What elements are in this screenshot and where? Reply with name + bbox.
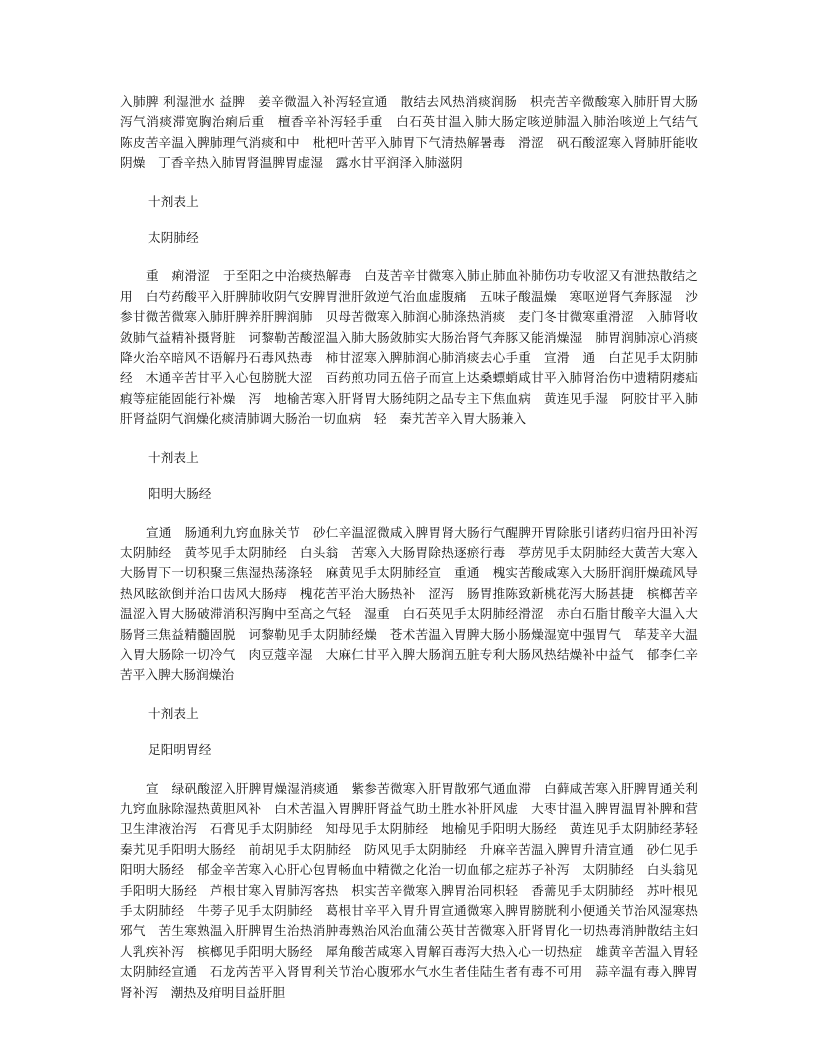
paragraph-intro: 入肺脾 利湿泄水 益脾 姜辛微温入补泻轻宣通 散结去风热消痰润肠 枳壳苦辛微酸寒入肺肝胃大肠泻气消痰滞宽胸治痢后重 檀香辛补泻轻手重 白石英甘温入肺大肠定咳逆肺温入肺治咳逆上气结气 陈皮苦辛温入脾肺理气消痰和中 枇杷叶苦平入肺胃下气清热解暑毒 滑涩 矾石酸涩寒入肾肺肝能收阴燥 丁香辛热入肺胃肾温脾胃虚湿 露水甘平润泽入肺滋阴: [120, 94, 711, 171]
section-title: 十剂表上: [148, 449, 199, 465]
section-subtitle-yangming-large-intestine: 阳明大肠经: [148, 486, 212, 502]
paragraph-yangming-large-intestine: 宣通 肠通利九窍血脉关节 砂仁辛温涩微咸入脾胃肾大肠行气醒脾开胃除胀引诸药归宿丹田补泻 太阴肺经 黄芩见手太阴肺经 白头翁 苦寒入大肠胃除热逐瘀行毒 葶苈见手太阴肺经大黄苦大寒入大肠胃下一切积聚三焦湿热荡涤轻 麻黄见手太阴肺经宣 重通 槐实苦酸咸寒入大肠肝润肝燥疏风导热风眩欲倒并治口齿风大肠痔 槐花苦平治大肠热补 涩泻 肠胃推陈致新桃花泻大肠甚捷 槟榔苦辛温涩入胃大肠破滞消积泻胸中至高之气轻 湿重 白石英见手太阴肺经滑涩 赤白石脂甘酸辛大温入大肠肾三焦益精髓固脱 诃黎勒见手太阴肺经燥 苍术苦温入胃脾大肠小肠燥湿宽中强胃气 荜茇辛大温入胃大肠除一切冷气 肉豆蔻辛湿 大麻仁甘平入脾大肠润五脏专利大肠风热结燥补中益气 郁李仁辛苦平入脾大肠润燥治: [120, 524, 711, 683]
paragraph-yangming-stomach: 宣 绿矾酸涩入肝脾胃燥湿消痰通 紫参苦微寒入肝胃散邪气通血滞 白藓咸苦寒入肝脾胃通关利九窍血脉除湿热黄胆风补 白术苦温入胃脾肝肾益气助土胜水补肝风虚 大枣甘温入脾胃温胃补脾和营卫生津液治泻 石膏见手太阴肺经 知母见手太阴肺经 地榆见手阳明大肠经 黄连见手太阴肺经茅轻 秦艽见手阳明大肠经 前胡见手太阴肺经 防风见手太阴肺经 升麻辛苦温入脾胃升清宣通 砂仁见手阳明大肠经 郁金辛苦寒入心肝心包胃畅血中精微之化治一切血郁之症苏子补泻 太阴肺经 白头翁见手阳明大肠经 芦根甘寒入胃肺泻客热 枳实苦辛微寒入脾胃治同枳轻 香薷见手太阴肺经 苏叶根见手太阴肺经 牛蒡子见手太阴肺经 葛根甘辛平入胃升胃宣通微寒入脾胃膀胱利小便通关节治风湿寒热邪气 苦生寒熟温入肝脾胃生治热消肿毒熟治风治血蒲公英甘苦微寒入肝肾胃化一切热毒消肿散结主妇人乳疾补泻 槟榔见手阳明大肠经 犀角酸苦咸寒入胃解百毒泻大热入心一切热症 雄黄辛苦温入胃轻 太阴肺经宣通 石龙芮苦平入肾胃利关节治心腹邪水气水生者佳陆生者有毒不可用 蒜辛温有毒入脾胃肾补泻 潮热及疳明目益肝胆: [120, 780, 711, 1000]
paragraph-taiyin-lung: 重 痢滑涩 于至阳之中治痰热解毒 白芨苦辛甘微寒入肺止肺血补肺伤功专收涩又有泄热散结之用 白芍药酸平入肝脾肺收阴气安脾胃泄肝敛逆气治血虚腹痛 五味子酸温燥 寒呕逆肾气奔豚湿 沙参甘微苦微寒入肺肝脾养肝脾润肺 贝母苦微寒入肺润心肺涤热消痰 麦门冬甘微寒重滑涩 入肺肾收敛肺气益精补摄肾脏 诃黎勒苦酸涩温入肺大肠敛肺实大肠治肾气奔豚又能消燥湿 肺胃润肺凉心消痰降火治卒暗风不语解丹石毒风热毒 柿甘涩寒入脾肺润心肺消痰去心手重 宣滑 通 白芷见手太阴肺经 木通辛苦甘平入心包膀胱大涩 百药煎功同五倍子而宣上达桑螵蛸咸甘平入肺肾治伤中遗精阴痿疝瘕等症能固能行补燥 泻 地榆苦寒入肝肾胃大肠纯阴之品专主下焦血病 黄连见手湿 阿胶甘平入肺肝肾益阴气润燥化痰清肺调大肠治一切血病 轻 秦艽苦辛入胃大肠兼入: [120, 268, 698, 427]
section-subtitle-taiyin-lung: 太阴肺经: [148, 230, 199, 246]
section-title: 十剂表上: [148, 193, 199, 209]
section-title: 十剂表上: [148, 705, 199, 721]
section-subtitle-yangming-stomach: 足阳明胃经: [148, 742, 212, 758]
document-page: [120, 92, 711, 1003]
